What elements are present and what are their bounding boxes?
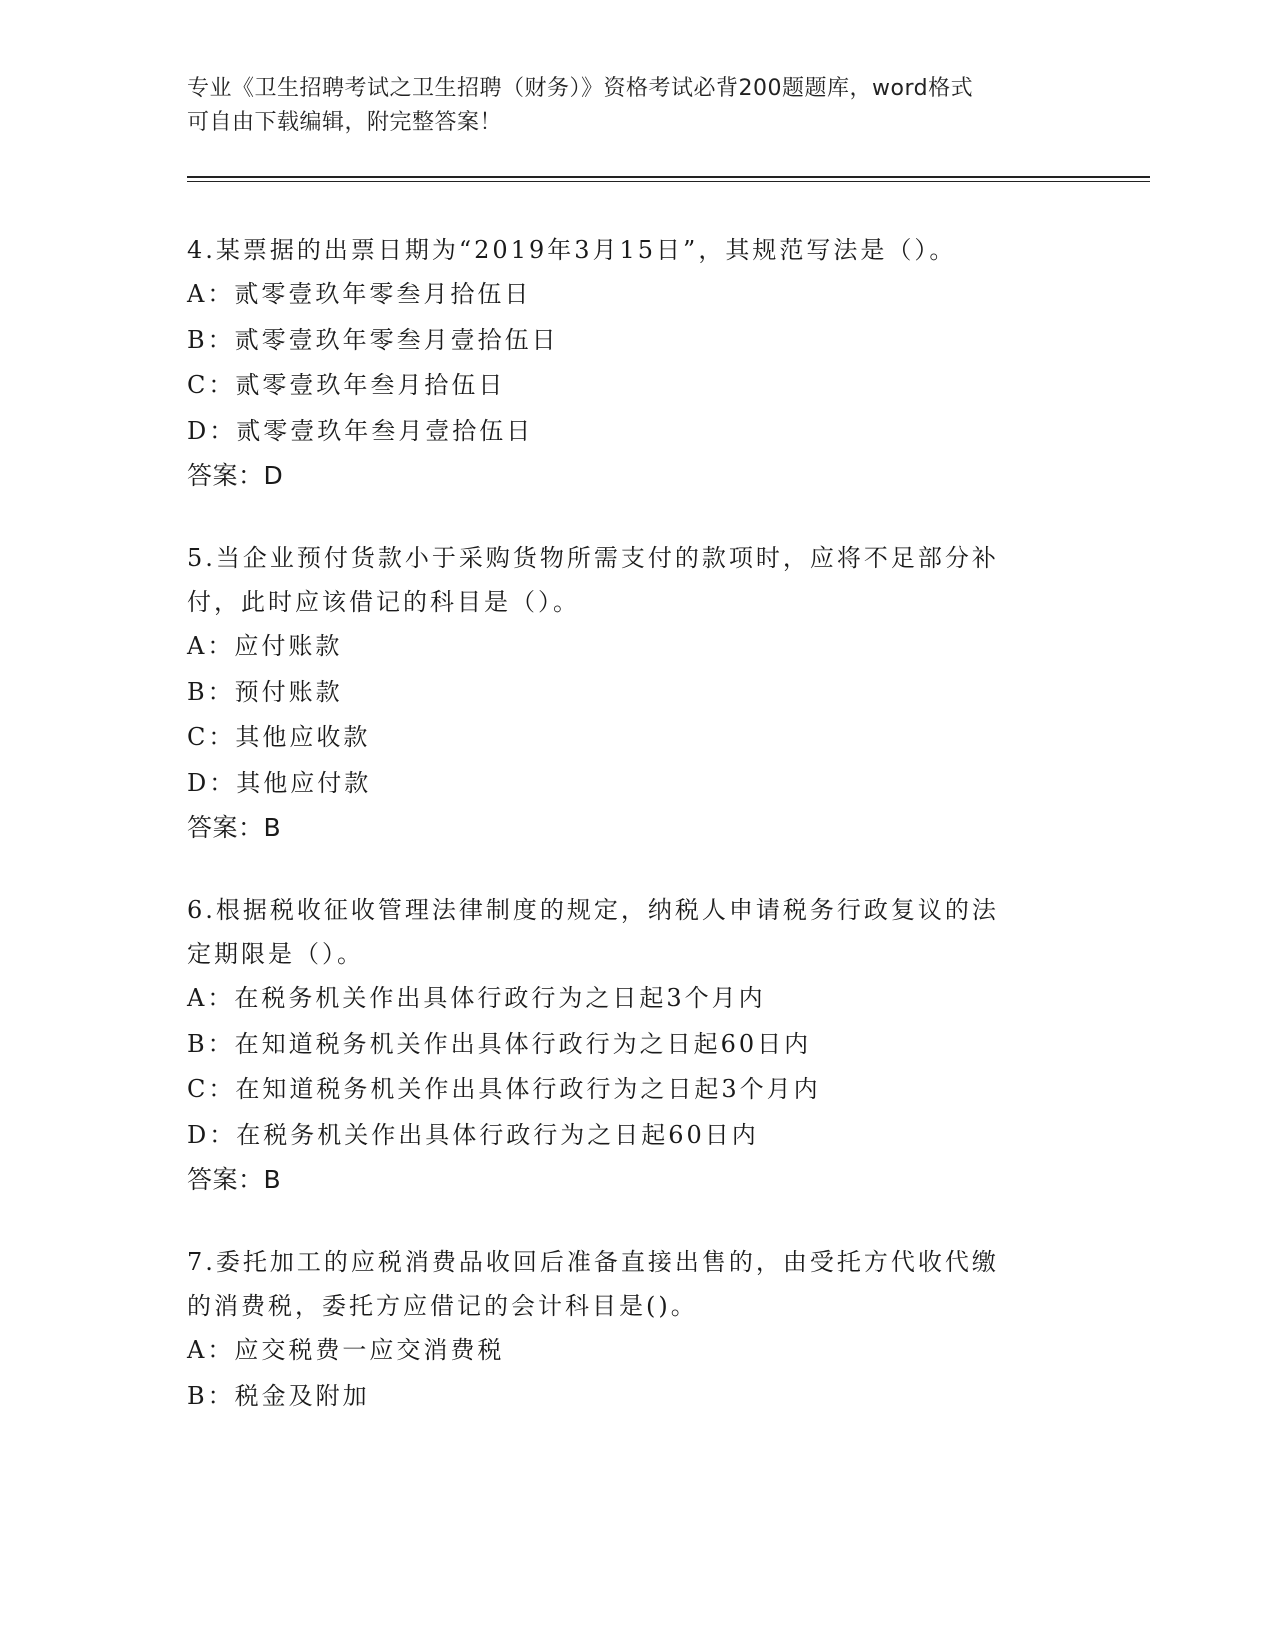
question-stem-line-1: 7.委托加工的应税消费品收回后准备直接出售的，由受托方代收代缴 — [187, 1248, 999, 1276]
question-5 — [187, 536, 1067, 850]
header-line-2: 可自由下载编辑，附完整答案！ — [187, 110, 503, 135]
option-b: B：在知道税务机关作出具体行政行为之日起60日内 — [187, 1029, 812, 1058]
question-stem-line-2: 定期限是（）。 — [187, 940, 364, 968]
option-a: A：应付账款 — [187, 632, 343, 660]
option-d: D：贰零壹玖年叁月壹拾伍日 — [187, 416, 534, 445]
question-list — [187, 228, 1067, 1457]
question-stem: 4.某票据的出票日期为“2019年3月15日”，其规范写法是（）。 — [187, 236, 957, 264]
option-d: D：其他应付款 — [187, 768, 372, 797]
question-7 — [187, 1240, 1067, 1419]
option-c: C：贰零壹玖年叁月拾伍日 — [187, 371, 506, 399]
answer: 答案：B — [187, 813, 282, 842]
header-divider — [187, 176, 1150, 182]
answer: 答案：B — [187, 1165, 282, 1194]
question-stem-line-1: 6.根据税收征收管理法律制度的规定，纳税人申请税务行政复议的法 — [187, 896, 999, 924]
option-b: B：税金及附加 — [187, 1381, 370, 1410]
document-header — [187, 72, 1067, 140]
question-stem-line-2: 的消费税，委托方应借记的会计科目是()。 — [187, 1292, 698, 1320]
option-b: B：贰零壹玖年零叁月壹拾伍日 — [187, 325, 559, 354]
option-c: C：其他应收款 — [187, 723, 371, 751]
question-stem-line-1: 5.当企业预付货款小于采购货物所需支付的款项时，应将不足部分补 — [187, 544, 999, 572]
option-a: A：在税务机关作出具体行政行为之日起3个月内 — [187, 984, 766, 1012]
option-c: C：在知道税务机关作出具体行政行为之日起3个月内 — [187, 1075, 821, 1103]
option-a: A：应交税费一应交消费税 — [187, 1336, 505, 1364]
option-a: A：贰零壹玖年零叁月拾伍日 — [187, 280, 532, 308]
question-4 — [187, 228, 1067, 498]
question-6 — [187, 888, 1067, 1202]
option-d: D：在税务机关作出具体行政行为之日起60日内 — [187, 1120, 759, 1149]
option-b: B：预付账款 — [187, 677, 343, 706]
question-stem-line-2: 付，此时应该借记的科目是（）。 — [187, 588, 580, 616]
answer: 答案：D — [187, 461, 284, 490]
header-line-1: 专业《卫生招聘考试之卫生招聘（财务）》资格考试必背200题题库，word格式 — [187, 76, 974, 101]
